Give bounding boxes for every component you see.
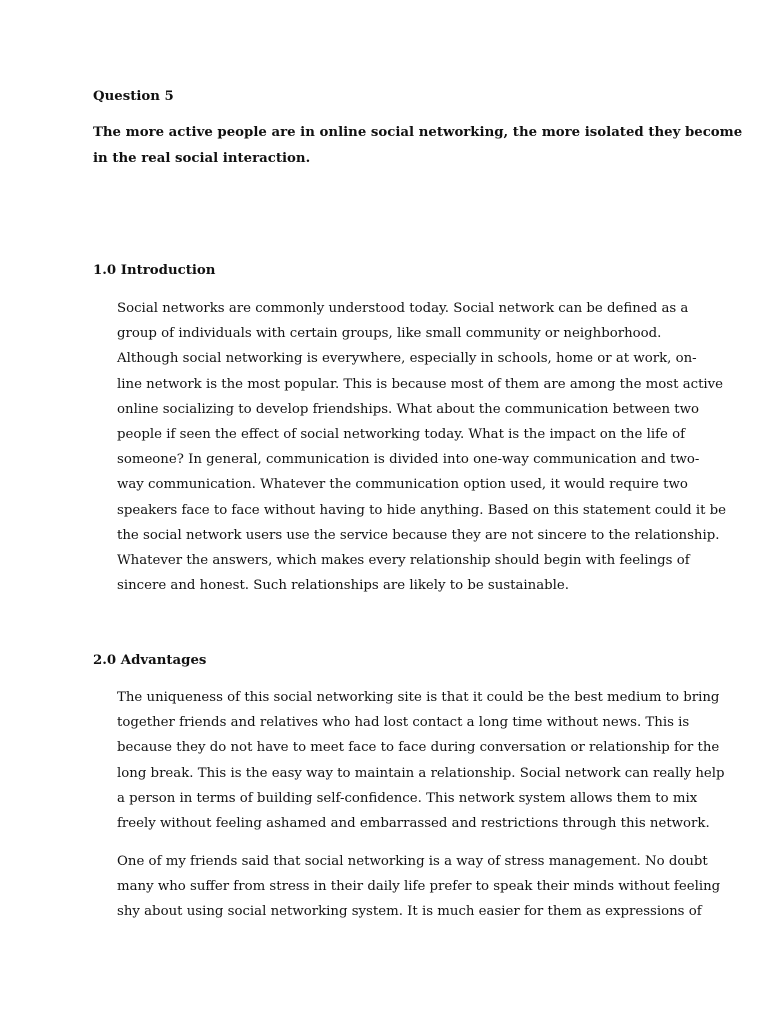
paragraph-line: people if seen the effect of social networking today. What is the impact on the life of <box>117 427 686 443</box>
paragraph-line: many who suffer from stress in their daily life prefer to speak their minds without feeling <box>117 879 721 895</box>
statement-line: The more active people are in online social networking, the more isolated they become <box>93 125 743 140</box>
paragraph-line: together friends and relatives who had lost contact a long time without news. This is <box>117 715 690 731</box>
paragraph-line: long break. This is the easy way to maintain a relationship. Social network can really help <box>117 765 725 781</box>
paragraph-line: line network is the most popular. This is because most of them are among the most active <box>117 376 724 392</box>
paragraph-line: Social networks are commonly understood today. Social network can be defined as a <box>117 301 689 316</box>
paragraph-line: online socializing to develop friendships. What about the communication between two <box>117 401 699 417</box>
paragraph-line: group of individuals with certain groups, like small community or neighborhood. <box>117 326 662 342</box>
paragraph-line: Whatever the answers, which makes every relationship should begin with feelings of <box>117 553 690 569</box>
paragraph-line: sincere and honest. Such relationships are likely to be sustainable. <box>117 578 570 594</box>
paragraph-line: someone? In general, communication is divided into one-way communication and two- <box>117 452 700 468</box>
paragraph-line: The uniqueness of this social networking site is that it could be the best medium to bring <box>117 690 720 705</box>
section-heading-advantages: 2.0 Advantages <box>93 653 207 668</box>
paragraph-line: One of my friends said that social networking is a way of stress management. No doubt <box>117 854 708 869</box>
paragraph-line: way communication. Whatever the communication option used, it would require two <box>117 477 688 493</box>
paragraph-line: speakers face to face without having to hide anything. Based on this statement could it be <box>117 502 727 518</box>
statement-line: in the real social interaction. <box>93 151 311 166</box>
paragraph-line: shy about using social networking system. It is much easier for them as expressions of <box>117 904 702 920</box>
introduction-paragraph <box>117 296 726 598</box>
paragraph-line: freely without feeling ashamed and embarrassed and restrictions through this network. <box>117 816 710 832</box>
advantages-paragraph <box>117 849 720 925</box>
paragraph-line: a person in terms of building self-confidence. This network system allows them to mix <box>117 790 698 806</box>
paragraph-line: Although social networking is everywhere, especially in schools, home or at work, on- <box>117 351 697 367</box>
section-heading-introduction: 1.0 Introduction <box>93 263 216 278</box>
advantages-paragraph <box>117 685 725 836</box>
paragraph-line: because they do not have to meet face to face during conversation or relationship for the <box>117 740 720 756</box>
paragraph-line: the social network users use the service because they are not sincere to the relationship. <box>117 527 720 543</box>
question-title: Question 5 <box>93 89 174 104</box>
